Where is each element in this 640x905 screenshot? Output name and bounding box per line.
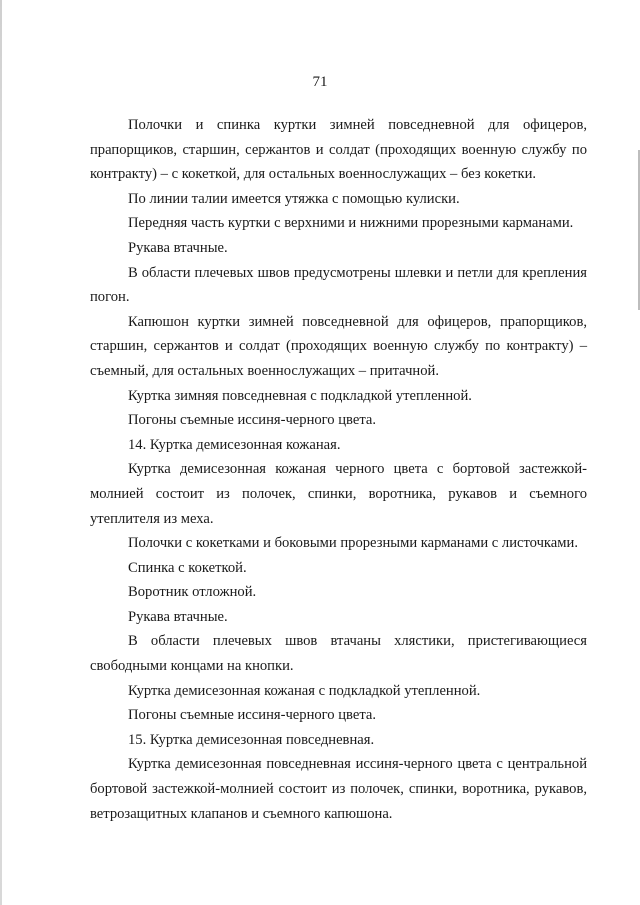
paragraph: По линии талии имеется утяжка с помощью кулиски. [128, 190, 460, 207]
paragraph: Передняя часть куртки с верхними и нижними прорезными карманами. [128, 215, 574, 232]
section-heading: 15. Куртка демисезонная повседневная. [128, 731, 375, 748]
paragraph: Куртка демисезонная кожаная черного цвета с бортовой застежкой-молнией состоит из полочек, спинки, воротника, рукавов и съемного утеплителя из меха. [90, 461, 587, 527]
paragraph: Полочки с кокетками и боковыми прорезными карманами с листочками. [128, 535, 578, 552]
paragraph: Куртка зимняя повседневная с подкладкой утепленной. [128, 387, 472, 404]
scan-edge-left [0, 0, 2, 905]
paragraph: Куртка демисезонная кожаная с подкладкой утепленной. [128, 682, 481, 699]
page-number: 71 [312, 74, 328, 90]
paragraph: В области плечевых швов предусмотрены шлевки и петли для крепления погон. [90, 264, 587, 306]
paragraph: Рукава втачные. [128, 608, 228, 625]
paragraph: Капюшон куртки зимней повседневной для офицеров, прапорщиков, старшин, сержантов и солдат (проходящих военную службу по контракту) – съемный, для остальных военнослужащих – притачной. [90, 313, 587, 379]
paragraph: Спинка с кокеткой. [128, 559, 247, 576]
paragraph: Рукава втачные. [128, 239, 228, 256]
paragraph: Куртка демисезонная повседневная иссиня-черного цвета с центральной бортовой застежкой-молнией состоит из полочек, спинки, воротника, рукавов, ветрозащитных клапанов и съемного капюшона. [90, 756, 587, 822]
paragraph: Полочки и спинка куртки зимней повседневной для офицеров, прапорщиков, старшин, сержантов и солдат (проходящих военную службу по контракту) – с кокеткой, для остальных военнослужащих – без кокетки. [90, 117, 587, 183]
paragraph: Воротник отложной. [128, 584, 257, 601]
paragraph: В области плечевых швов втачаны хлястики, пристегивающиеся свободными концами на кнопки. [90, 633, 587, 675]
section-heading: 14. Куртка демисезонная кожаная. [128, 436, 341, 453]
paragraph: Погоны съемные иссиня-черного цвета. [128, 412, 377, 429]
document-body [90, 113, 587, 826]
paragraph: Погоны съемные иссиня-черного цвета. [128, 707, 377, 724]
